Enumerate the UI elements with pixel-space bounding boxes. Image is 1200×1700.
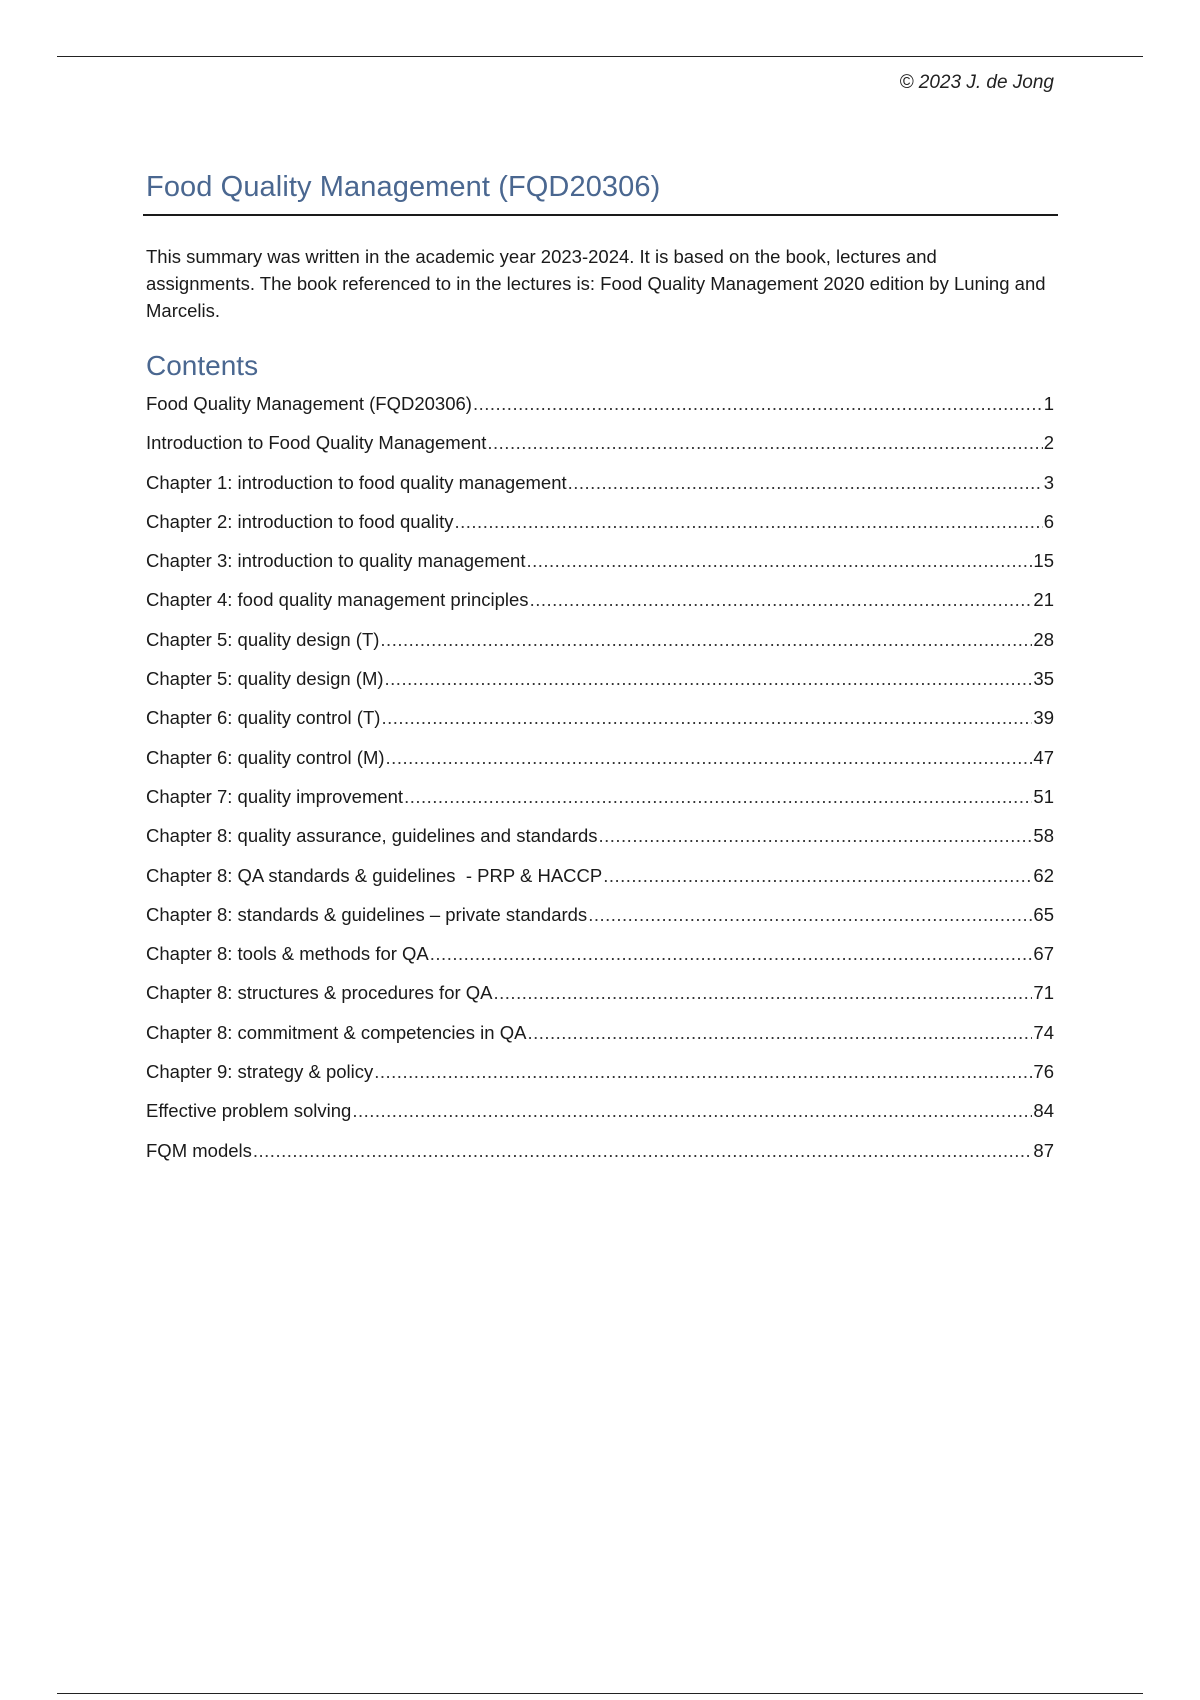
toc-entry-page: 47 — [1033, 746, 1054, 768]
toc-entry[interactable] — [146, 1100, 1054, 1139]
toc-entry-page: 15 — [1033, 550, 1054, 572]
toc-entry[interactable] — [146, 825, 1054, 864]
toc-entry-title: Chapter 3: introduction to quality management — [146, 550, 526, 572]
document-title: Food Quality Management (FQD20306) — [146, 171, 661, 203]
toc-dot-leader — [588, 904, 1032, 926]
toc-dot-leader — [385, 668, 1033, 690]
toc-entry[interactable] — [146, 511, 1054, 550]
toc-dot-leader — [494, 982, 1033, 1004]
toc-entry-page: 87 — [1033, 1139, 1054, 1161]
toc-dot-leader — [352, 1100, 1032, 1122]
toc-entry[interactable] — [146, 589, 1054, 628]
toc-entry-title: Chapter 8: standards & guidelines – private standards — [146, 903, 588, 925]
toc-dot-leader — [380, 629, 1032, 651]
toc-entry-title: Chapter 5: quality design (T) — [146, 628, 380, 650]
toc-dot-leader — [253, 1140, 1033, 1162]
toc-entry-page: 28 — [1033, 628, 1054, 650]
toc-entry[interactable] — [146, 747, 1054, 786]
toc-entry[interactable] — [146, 629, 1054, 668]
title-underline — [143, 214, 1058, 216]
toc-entry[interactable] — [146, 786, 1054, 825]
toc-entry-page: 62 — [1033, 864, 1054, 886]
header-rule — [57, 56, 1143, 57]
toc-dot-leader — [473, 393, 1043, 415]
toc-dot-leader — [603, 865, 1032, 887]
toc-entry-title: Chapter 6: quality control (T) — [146, 707, 381, 729]
toc-entry-title: Chapter 9: strategy & policy — [146, 1061, 374, 1083]
toc-entry-title: Chapter 5: quality design (M) — [146, 668, 384, 690]
toc-entry-title: Effective problem solving — [146, 1100, 352, 1122]
toc-entry-page: 3 — [1043, 471, 1054, 493]
toc-entry[interactable] — [146, 904, 1054, 943]
toc-dot-leader — [404, 786, 1032, 808]
toc-dot-leader — [487, 432, 1042, 454]
toc-entry-page: 65 — [1033, 903, 1054, 925]
toc-dot-leader — [530, 589, 1033, 611]
toc-entry[interactable] — [146, 707, 1054, 746]
toc-entry[interactable] — [146, 865, 1054, 904]
toc-entry-page: 76 — [1033, 1061, 1054, 1083]
toc-entry-page: 58 — [1033, 825, 1054, 847]
copyright-notice: © 2023 J. de Jong — [899, 72, 1054, 93]
toc-entry-page: 1 — [1043, 393, 1054, 414]
toc-entry-page: 35 — [1033, 668, 1054, 690]
toc-entry[interactable] — [146, 393, 1054, 432]
toc-entry-title: Food Quality Management (FQD20306) — [146, 393, 472, 414]
toc-entry-page: 67 — [1033, 943, 1054, 965]
toc-dot-leader — [374, 1061, 1032, 1083]
toc-entry-title: FQM models — [146, 1139, 252, 1161]
toc-entry-title: Chapter 8: structures & procedures for QA — [146, 982, 493, 1004]
toc-entry-title: Chapter 8: commitment & competencies in QA — [146, 1021, 527, 1043]
intro-paragraph: This summary was written in the academic year 2023-2024. It is based on the book, lectures and assignments. The book referenced to in the lectures is: Food Quality Management 2020 edition by Luning and Marcelis. — [146, 246, 1046, 321]
toc-entry-page: 51 — [1033, 785, 1054, 807]
toc-dot-leader — [455, 511, 1043, 533]
toc-entry[interactable] — [146, 1022, 1054, 1061]
toc-entry-title: Introduction to Food Quality Management — [146, 432, 487, 454]
toc-entry-title: Chapter 7: quality improvement — [146, 785, 404, 807]
toc-entry-title: Chapter 1: introduction to food quality management — [146, 471, 567, 493]
toc-dot-leader — [381, 707, 1032, 729]
contents-heading: Contents — [146, 350, 259, 381]
toc-entry[interactable] — [146, 550, 1054, 589]
toc-entry-page: 39 — [1033, 707, 1054, 729]
toc-entry-title: Chapter 6: quality control (M) — [146, 746, 385, 768]
toc-entry-page: 6 — [1043, 510, 1054, 532]
toc-entry-page: 84 — [1033, 1100, 1054, 1122]
toc-entry-title: Chapter 4: food quality management principles — [146, 589, 529, 611]
toc-dot-leader — [430, 943, 1033, 965]
toc-dot-leader — [598, 825, 1032, 847]
toc-dot-leader — [527, 1022, 1032, 1044]
table-of-contents — [146, 393, 1054, 1179]
toc-entry-page: 21 — [1033, 589, 1054, 611]
toc-entry[interactable] — [146, 472, 1054, 511]
toc-entry-title: Chapter 8: tools & methods for QA — [146, 943, 429, 965]
toc-entry-page: 71 — [1033, 982, 1054, 1004]
footer-rule — [57, 1693, 1143, 1694]
toc-dot-leader — [386, 747, 1033, 769]
toc-entry-title: Chapter 2: introduction to food quality — [146, 510, 454, 532]
toc-entry[interactable] — [146, 982, 1054, 1021]
toc-entry[interactable] — [146, 1061, 1054, 1100]
toc-entry[interactable] — [146, 1140, 1054, 1179]
toc-entry[interactable] — [146, 668, 1054, 707]
toc-entry-title: Chapter 8: quality assurance, guidelines and standards — [146, 825, 598, 847]
toc-dot-leader — [526, 550, 1032, 572]
toc-entry-page: 74 — [1033, 1021, 1054, 1043]
toc-entry-page: 2 — [1043, 432, 1054, 454]
toc-entry[interactable] — [146, 432, 1054, 471]
toc-dot-leader — [568, 472, 1043, 494]
toc-entry-title: Chapter 8: QA standards & guidelines - PRP & HACCP — [146, 864, 603, 886]
toc-entry[interactable] — [146, 943, 1054, 982]
